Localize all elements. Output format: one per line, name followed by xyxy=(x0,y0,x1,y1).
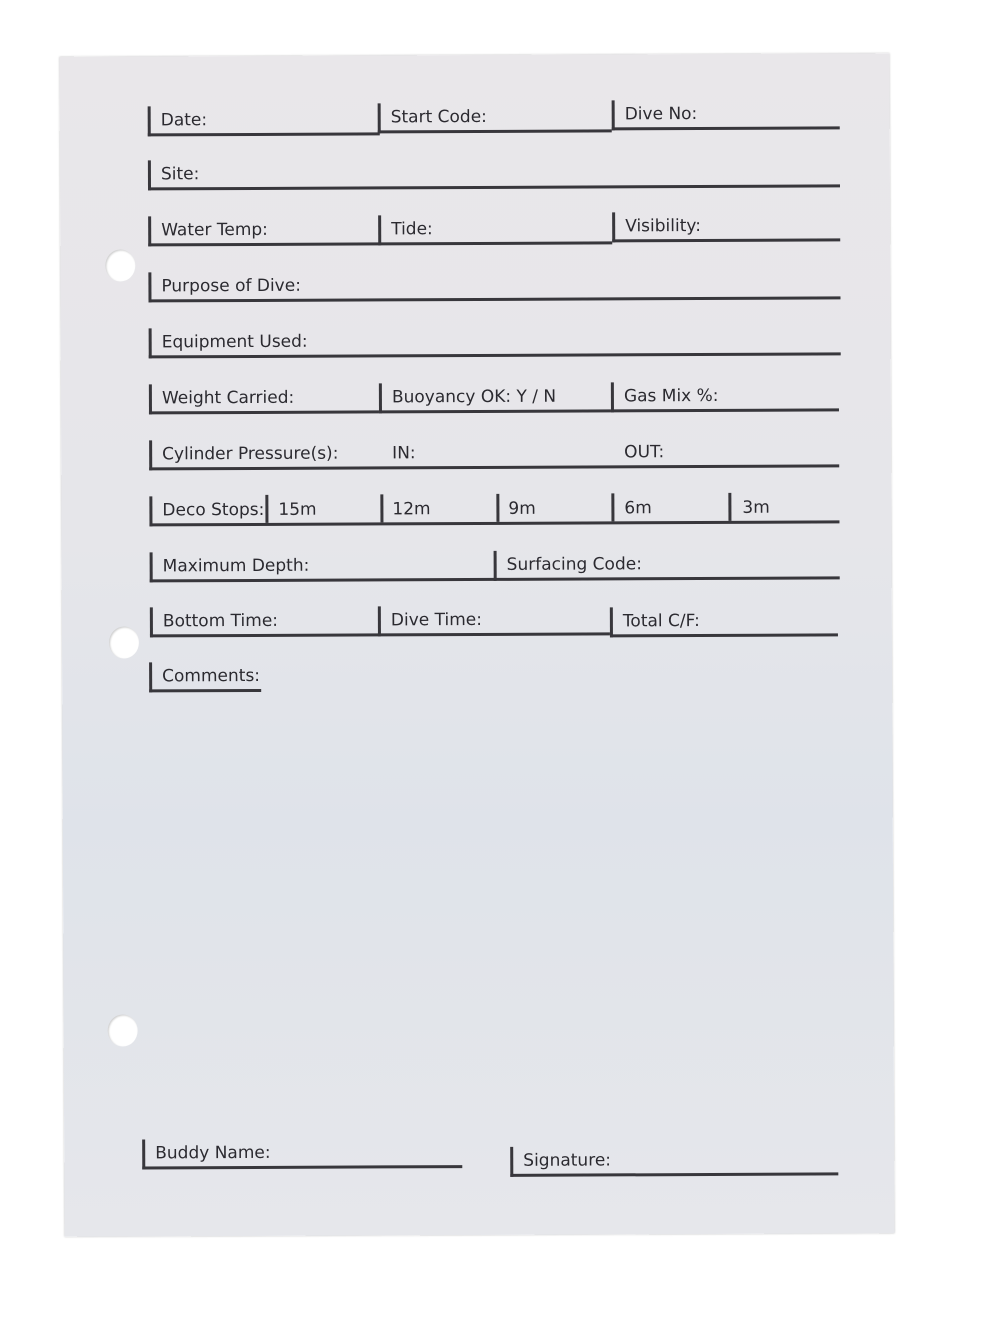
deco-label: Deco Stops: xyxy=(162,499,265,521)
deco-stop-6m: 6m xyxy=(624,498,652,519)
signature-field[interactable] xyxy=(510,1145,838,1176)
punch-hole xyxy=(108,1014,138,1046)
start-code-field[interactable] xyxy=(378,102,612,133)
visibility-field[interactable] xyxy=(612,211,840,242)
comments-label: Comments: xyxy=(162,665,261,687)
punch-hole xyxy=(109,626,139,658)
deco-stops-field[interactable] xyxy=(149,493,839,526)
logbook-page xyxy=(59,53,894,1237)
divider xyxy=(728,493,731,521)
deco-stop-3m: 3m xyxy=(742,497,770,518)
site-label: Site: xyxy=(160,164,200,185)
buoyancy-field[interactable] xyxy=(379,382,611,413)
water-temp-label: Water Temp: xyxy=(161,219,268,241)
water-temp-field[interactable] xyxy=(148,215,380,246)
weight-field[interactable] xyxy=(149,383,379,414)
divider xyxy=(611,493,614,521)
divider xyxy=(496,494,499,522)
gas-mix-field[interactable] xyxy=(611,381,839,412)
weight-label: Weight Carried: xyxy=(161,387,295,409)
purpose-field[interactable] xyxy=(148,269,840,302)
bottom-time-field[interactable] xyxy=(150,606,380,637)
date-label: Date: xyxy=(160,110,208,131)
signature-label: Signature: xyxy=(523,1150,612,1171)
dive-no-label: Dive No: xyxy=(624,104,698,125)
divider xyxy=(380,494,383,522)
surfacing-label: Surfacing Code: xyxy=(506,554,642,575)
out-label: OUT: xyxy=(624,442,665,463)
tide-field[interactable] xyxy=(378,214,612,245)
tide-label: Tide: xyxy=(391,219,433,240)
max-depth-field[interactable] xyxy=(150,551,496,583)
dive-time-label: Dive Time: xyxy=(390,609,483,631)
buddy-label: Buddy Name: xyxy=(155,1142,271,1164)
total-cf-label: Total C/F: xyxy=(622,611,700,632)
cylinder-label: Cylinder Pressure(s): xyxy=(162,443,339,465)
in-label: IN: xyxy=(392,443,416,464)
start-code-label: Start Code: xyxy=(390,106,487,128)
cylinder-pressure-field[interactable] xyxy=(149,437,839,470)
equipment-label: Equipment Used: xyxy=(161,331,308,353)
equipment-field[interactable] xyxy=(149,325,841,358)
surfacing-code-field[interactable] xyxy=(494,549,840,581)
punch-hole xyxy=(105,249,135,281)
buoyancy-label: Buoyancy OK: Y / N xyxy=(391,386,557,408)
dive-time-field[interactable] xyxy=(378,605,610,636)
dive-no-field[interactable] xyxy=(612,99,840,130)
purpose-label: Purpose of Dive: xyxy=(161,275,301,297)
site-field[interactable] xyxy=(148,157,840,190)
buddy-name-field[interactable] xyxy=(142,1138,462,1169)
divider xyxy=(265,495,268,523)
deco-stop-15m: 15m xyxy=(278,499,317,520)
comments-field[interactable] xyxy=(149,662,261,692)
deco-stop-9m: 9m xyxy=(508,498,536,519)
max-depth-label: Maximum Depth: xyxy=(162,555,310,577)
deco-stop-12m: 12m xyxy=(392,499,431,520)
date-field[interactable] xyxy=(148,105,380,136)
total-cf-field[interactable] xyxy=(610,606,838,637)
visibility-label: Visibility: xyxy=(625,216,701,237)
bottom-time-label: Bottom Time: xyxy=(162,610,279,632)
gas-mix-label: Gas Mix %: xyxy=(623,385,719,407)
